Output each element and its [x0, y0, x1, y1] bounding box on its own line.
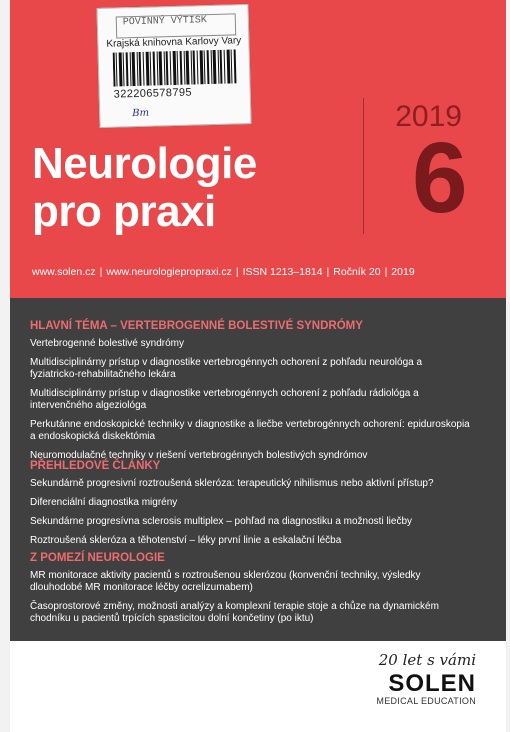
- article-title: Sekundárně progresivní roztroušená skleróza: terapeutický nihilismus nebo aktivní přístup?: [30, 478, 434, 489]
- section-title: Z POMEZÍ NEUROLOGIE: [30, 552, 165, 564]
- section-review-articles: [30, 460, 470, 554]
- library-label: Krajská knihovna Karlovy Vary: [106, 35, 242, 50]
- barcode-number: 322206578795: [113, 86, 193, 101]
- article-title: Perkutánne endoskopické techniky v diagnostike a liečbe vertebrogénnych ochorení: epiduroskopia a endoskopická diskektómia: [30, 419, 470, 442]
- mandatory-copy-stamp: POVINNÝ VÝTISK: [116, 13, 237, 38]
- section-title: PŘEHLEDOVÉ ČLÁNKY: [30, 460, 161, 472]
- article-title: Roztroušená skleróza a těhotenství – léky první linie a eskalační léčba: [30, 535, 342, 546]
- publisher-logo: [376, 672, 476, 706]
- anniversary-tagline: 20 let s vámi: [378, 651, 476, 669]
- header-divider: [363, 98, 364, 234]
- meta-year: 2019: [391, 266, 415, 278]
- journal-title-line2: pro praxi: [32, 187, 216, 236]
- article-title: Multidisciplinárny prístup v diagnostike vertebrogénnych ochorení z pohľadu rádiológa a intervenčného algeziológa: [30, 388, 419, 411]
- barcode: [113, 49, 238, 86]
- cover-year: 2019: [395, 100, 462, 133]
- meta-volume: Ročník 20: [333, 266, 381, 278]
- section-title: HLAVNÍ TÉMA – VERTEBROGENNÉ BOLESTIVÉ SYNDRÓMY: [30, 320, 363, 332]
- article-title: Neuromodulačné techniky v riešení vertebrogénnych bolestivých syndrómov: [30, 450, 368, 461]
- article-title: MR monitorace aktivity pacientů s roztroušenou sklerózou (konvenční techniky, výsledky dlouhodobé MR monitorace léčby ocrelizumabem): [30, 570, 421, 593]
- issue-number: 6: [412, 122, 468, 234]
- article-title: Sekundárne progresívna sclerosis multiplex – pohľad na diagnostiku a možnosti liečby: [30, 516, 413, 527]
- section-neurology-borderlands: [30, 552, 470, 632]
- contents-panel: [10, 298, 506, 641]
- library-sticker: [96, 4, 251, 128]
- article-title: Vertebrogenné bolestivé syndrómy: [30, 338, 184, 349]
- publication-meta: www.solen.cz | www.neurologiepropraxi.cz | ISSN 1213–1814 | Ročník 20 | 2019: [32, 266, 415, 278]
- article-title: Diferenciální diagnostika migrény: [30, 497, 178, 508]
- meta-issn: ISSN 1213–1814: [242, 266, 323, 278]
- publisher-logo-subtitle: MEDICAL EDUCATION: [376, 696, 476, 706]
- journal-title-line1: Neurologie: [32, 139, 257, 188]
- meta-website: www.solen.cz: [32, 266, 96, 278]
- journal-cover: [10, 0, 506, 732]
- handwritten-note: Bm: [132, 107, 150, 120]
- article-title: Multidisciplinárny prístup v diagnostike vertebrogénnych ochorení z pohľadu neurológa a fyziatricko-rehabilitačného lekára: [30, 357, 423, 380]
- publisher-logo-text: SOLEN: [388, 670, 476, 697]
- meta-journal-website: www.neurologiepropraxi.cz: [106, 266, 232, 278]
- article-title: Časoprostorové změny, možnosti analýzy a komplexní terapie stoje a chůze na dynamickém chodníku u pacientů trpících spasticitou dolní končetiny (po iktu): [30, 601, 439, 624]
- journal-title: [32, 140, 257, 236]
- section-main-topic: [30, 320, 470, 469]
